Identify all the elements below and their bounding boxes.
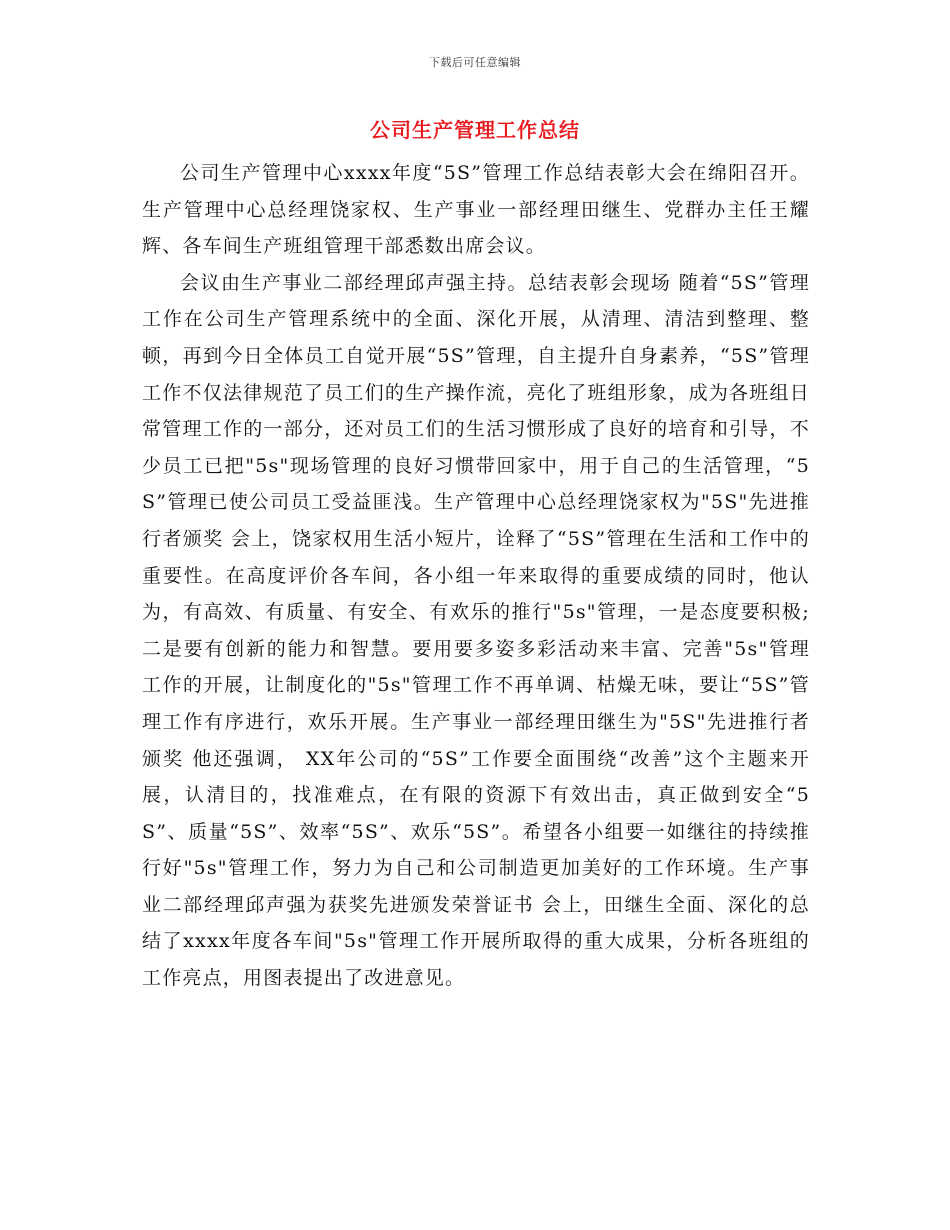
paragraph-2: 会议由生产事业二部经理邱声强主持。总结表彰会现场 随着“5S”管理工作在公司生产管理系统中的全面、深化开展，从清理、清洁到整理、整顿，再到今日全体员工自觉开展“5S”管理，自主提升自身素养，“5S”管理工作不仅法律规范了员工们的生产操作流，亮化了班组形象，成为各班组日常管理工作的一部分，还对员工们的生活习惯形成了良好的培育和引导，不少员工已把"5s"现场管理的良好习惯带回家中，用于自己的生活管理，“5S”管理已使公司员工受益匪浅。生产管理中心总经理饶家权为"5S"先进推行者颁奖 会上，饶家权用生活小短片，诠释了“5S”管理在生活和工作中的重要性。在高度评价各车间，各小组一年来取得的重要成绩的同时，他认为，有高效、有质量、有安全、有欢乐的推行"5s"管理，一是态度要积极;二是要有创新的能力和智慧。要用要多姿多彩活动来丰富、完善"5s"管理工作的开展，让制度化的"5s"管理工作不再单调、枯燥无味，要让“5S”管理工作有序进行，欢乐开展。生产事业一部经理田继生为"5S"先进推行者颁奖 他还强调， XX年公司的“5S”工作要全面围绕“改善”这个主题来开展，认清目的，找准难点，在有限的资源下有效出击，真正做到安全“5S”、质量“5S”、效率“5S”、欢乐“5S”。希望各小组要一如继往的持续推行好"5s"管理工作，努力为自己和公司制造更加美好的工作环境。生产事业二部经理邱声强为获奖先进颁发荣誉证书 会上，田继生全面、深化的总结了xxxx年度各车间"5s"管理工作开展所取得的重大成果，分析各班组的工作亮点，用图表提出了改进意见。 <box>142 271 810 990</box>
paragraph-1: 公司生产管理中心xxxx年度“5S”管理工作总结表彰大会在绵阳召开。生产管理中心总经理饶家权、生产事业一部经理田继生、党群办主任王耀辉、各车间生产班组管理干部悉数出席会议。 <box>142 162 810 258</box>
document-body <box>142 155 810 997</box>
header-note: 下载后可任意编辑 <box>429 56 521 69</box>
document-title: 公司生产管理工作总结 <box>370 118 580 142</box>
